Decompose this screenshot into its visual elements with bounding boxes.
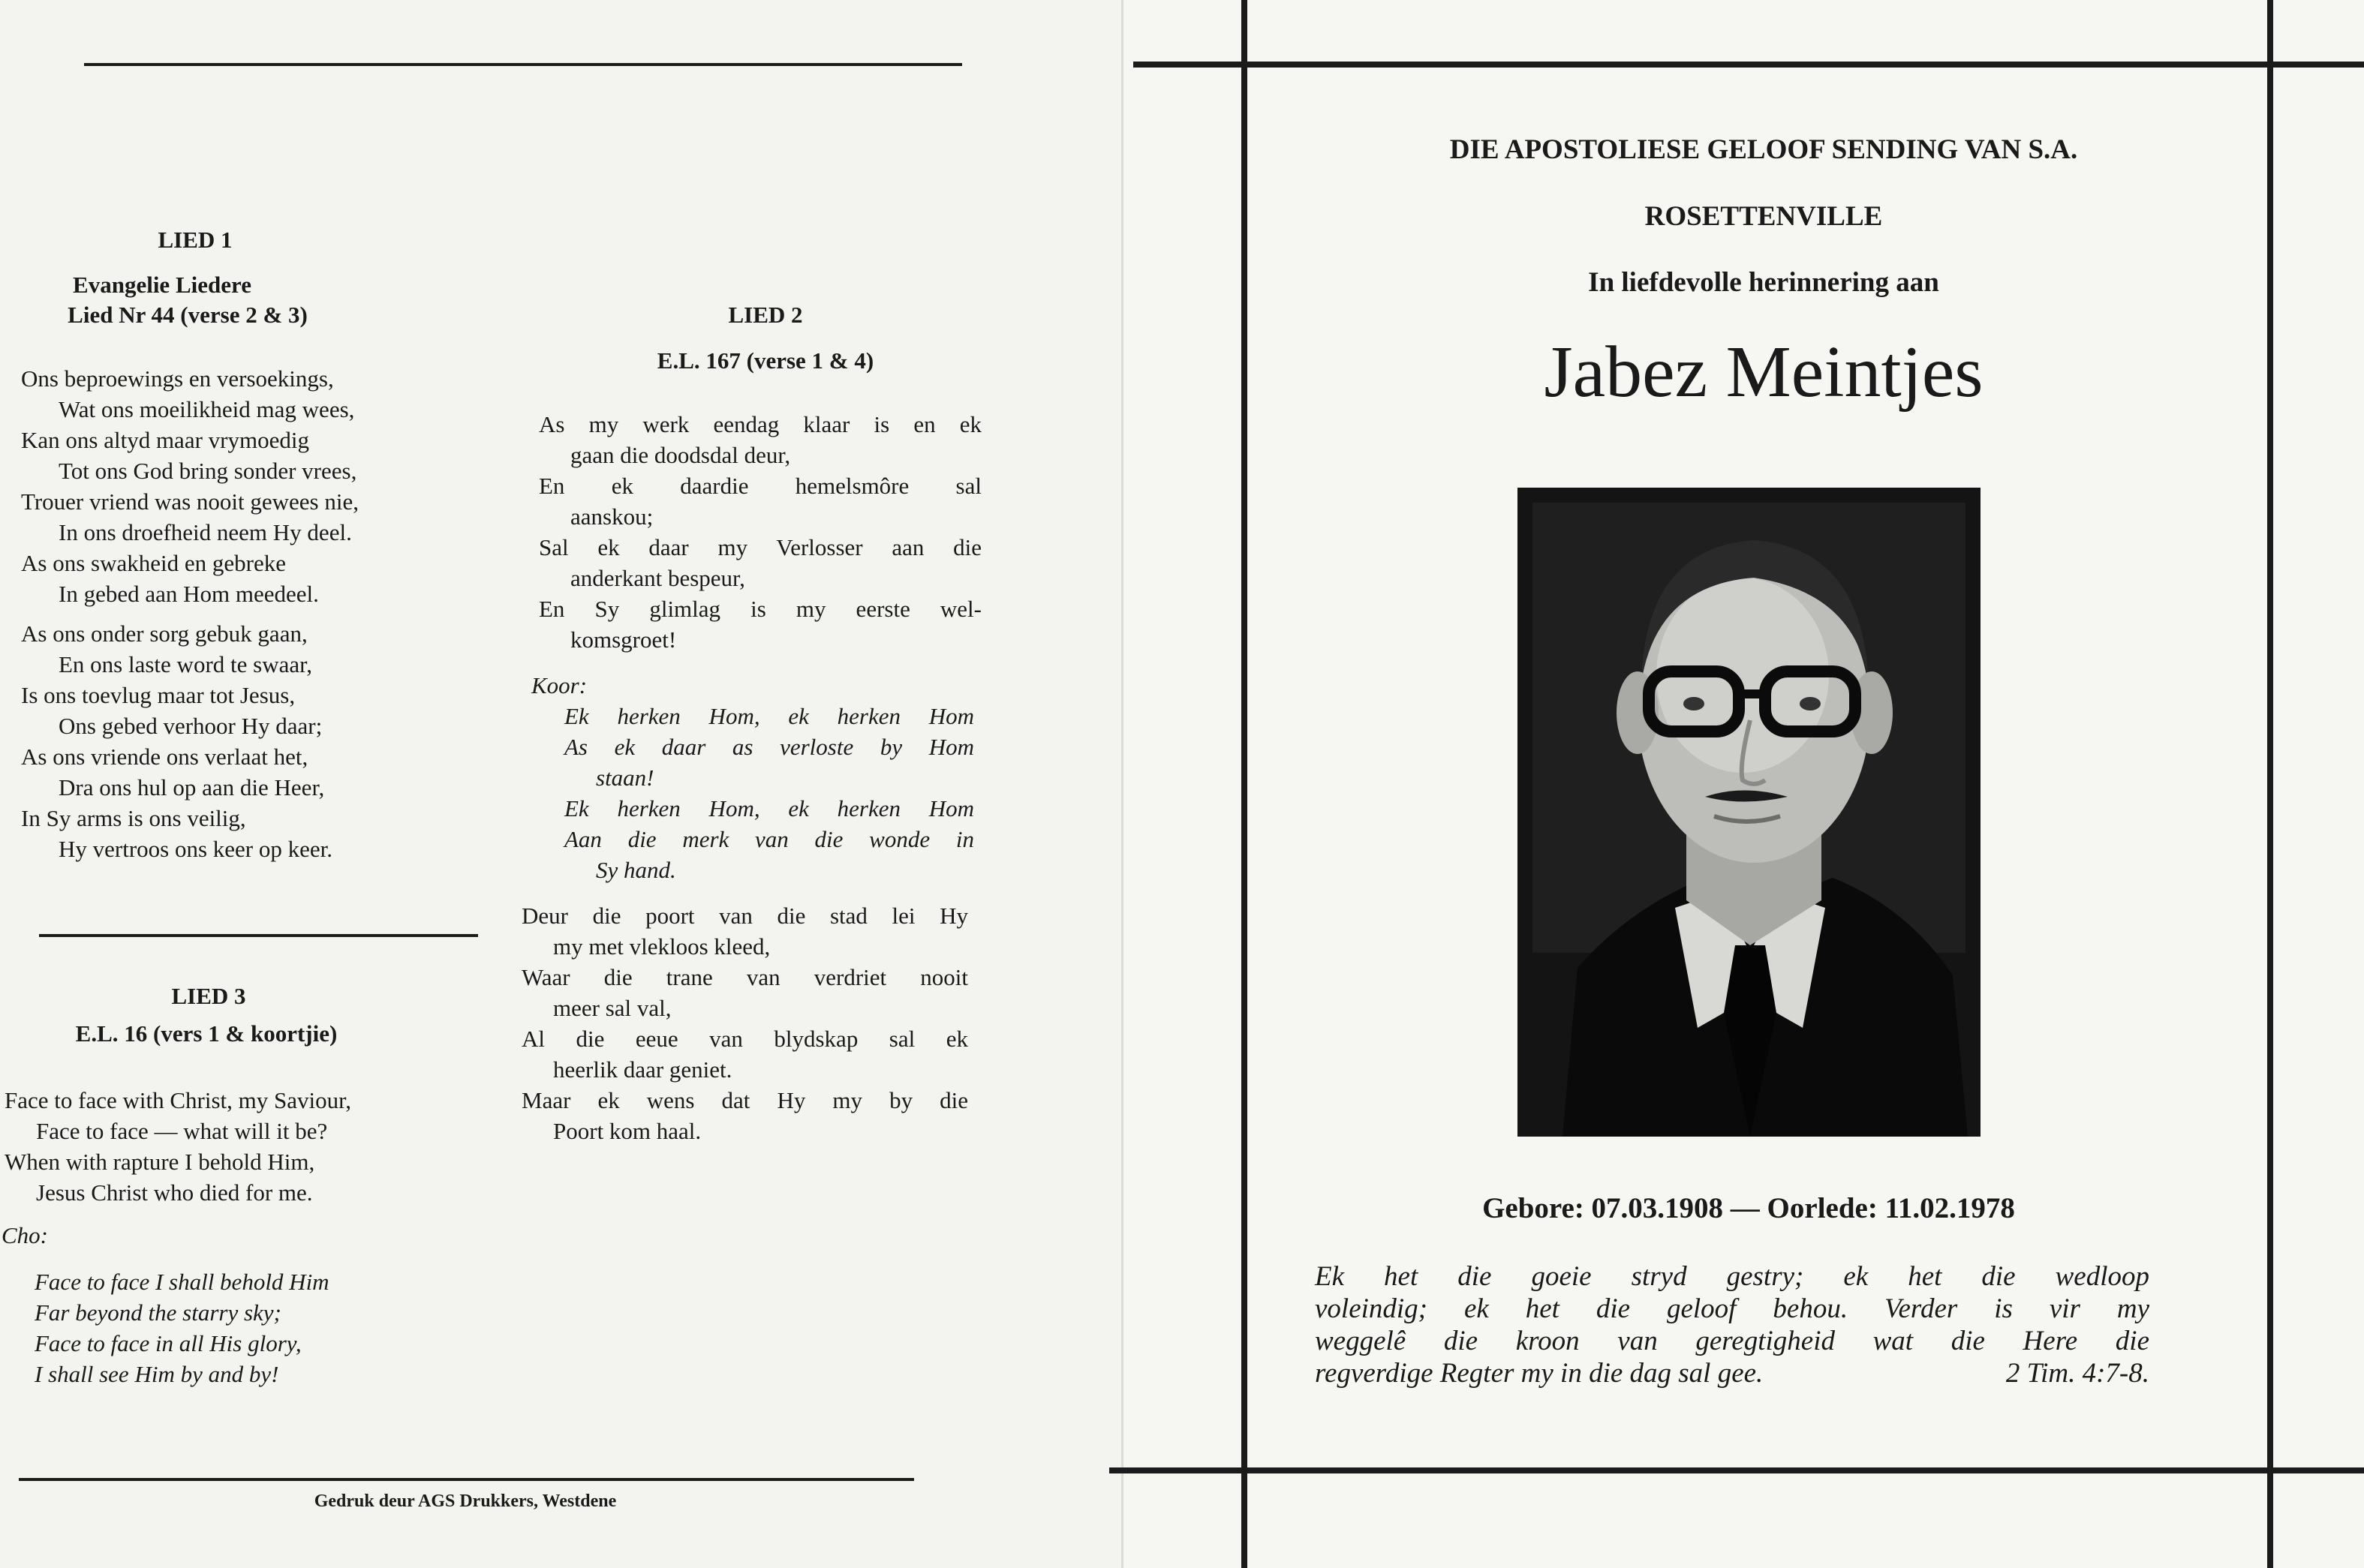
scripture-line: weggelê die kroon van geregtigheid wat die Here die — [1315, 1326, 2149, 1356]
scripture-line: regverdige Regter my in die dag sal gee. — [1315, 1358, 1764, 1389]
verse-line: Sy hand. — [596, 857, 676, 883]
lied1-verses — [21, 363, 486, 864]
verse-line: Hy vertroos ons keer op keer. — [59, 836, 333, 862]
life-dates: Gebore: 07.03.1908 — Oorlede: 11.02.1978 — [1482, 1192, 2015, 1224]
verse-line: gaan die doodsdal deur, — [570, 442, 791, 468]
verse-line: As ons swakheid en gebreke — [21, 550, 286, 576]
lied3-chorus-label: Cho: — [2, 1222, 48, 1248]
verse-line: heerlik daar geniet. — [553, 1056, 732, 1083]
verse-line: Trouer vriend was nooit gewees nie, — [21, 488, 359, 515]
verse-line: En ek daardie hemelsmôre sal — [539, 473, 982, 499]
lied2-verse1 — [539, 409, 982, 655]
lied1-book: Evangelie Liedere — [73, 272, 251, 298]
memory-line: In liefdevolle herinnering aan — [1588, 267, 1939, 298]
lied1-title: LIED 1 — [158, 227, 233, 253]
verse-line: Ek herken Hom, ek herken Hom — [564, 795, 974, 822]
verse-line: aanskou; — [570, 503, 654, 530]
verse-line: staan! — [596, 764, 654, 791]
scripture-passage — [1315, 1260, 2149, 1389]
verse-line: Face to face with Christ, my Saviour, — [5, 1087, 351, 1113]
frame-top-line — [1133, 62, 2364, 68]
lied2-verse2 — [522, 900, 968, 1146]
verse-line: my met vlekloos kleed, — [553, 933, 771, 960]
verse-line: Dra ons hul op aan die Heer, — [59, 774, 325, 801]
verse-line: In ons droefheid neem Hy deel. — [59, 519, 352, 545]
verse-line: Is ons toevlug maar tot Jesus, — [21, 682, 296, 708]
verse-line: Sal ek daar my Verlosser aan die — [539, 534, 982, 560]
lied3-chorus — [35, 1266, 485, 1389]
scripture-line: Ek het die goeie stryd gestry; ek het die wedloop — [1315, 1261, 2149, 1292]
church-name: DIE APOSTOLIESE GELOOF SENDING VAN S.A. — [1449, 134, 2078, 165]
verse-line: Kan ons altyd maar vrymoedig — [21, 427, 309, 453]
frame-bottom-line — [1109, 1467, 2364, 1473]
verse-line: Ons gebed verhoor Hy daar; — [59, 713, 323, 739]
verse-line: Far beyond the starry sky; — [35, 1299, 281, 1326]
lied3-verse — [5, 1085, 485, 1208]
lied2-chorus — [564, 701, 974, 885]
congregation-name: ROSETTENVILLE — [1644, 201, 1883, 232]
portrait-photo — [1517, 488, 1981, 1137]
verse-line: Ons beproewings en versoekings, — [21, 365, 334, 392]
verse-line: I shall see Him by and by! — [35, 1361, 279, 1387]
lied3-ref: E.L. 16 (vers 1 & koortjie) — [75, 1020, 338, 1047]
verse-line: Maar ek wens dat Hy my by die — [522, 1087, 968, 1113]
scripture-line: voleindig; ek het die geloof behou. Verder is vir my — [1315, 1293, 2149, 1324]
bottom-rule — [19, 1478, 914, 1481]
top-rule — [84, 63, 962, 66]
verse-line: En ons laste word te swaar, — [59, 651, 312, 677]
lied3-title: LIED 3 — [171, 983, 246, 1009]
lied1-ref: Lied Nr 44 (verse 2 & 3) — [68, 302, 308, 328]
frame-right-line — [2267, 0, 2273, 1568]
verse-line: As ons vriende ons verlaat het, — [21, 743, 308, 770]
lied2-title: LIED 2 — [728, 302, 803, 328]
deceased-name: Jabez Meintjes — [1544, 332, 1984, 413]
lied2-chorus-label: Koor: — [531, 672, 588, 698]
verse-line: Face to face — what will it be? — [36, 1118, 328, 1144]
verse-line: Poort kom haal. — [553, 1118, 702, 1144]
verse-line: As my werk eendag klaar is en ek — [539, 411, 982, 437]
frame-left-line — [1241, 0, 1247, 1568]
verse-line: As ek daar as verloste by Hom — [564, 734, 974, 760]
verse-line: When with rapture I behold Him, — [5, 1149, 315, 1175]
scripture-last-line — [1315, 1357, 2149, 1389]
verse-line: Waar die trane van verdriet nooit — [522, 964, 968, 990]
verse-line: Wat ons moeilikheid mag wees, — [59, 396, 355, 422]
printer-credit: Gedruk deur AGS Drukkers, Westdene — [314, 1491, 617, 1511]
verse-line: anderkant bespeur, — [570, 565, 745, 591]
verse-line: In Sy arms is ons veilig, — [21, 805, 246, 831]
verse-line: In gebed aan Hom meedeel. — [59, 581, 319, 607]
verse-line: Deur die poort van die stad lei Hy — [522, 903, 968, 929]
portrait-illustration — [1517, 488, 1981, 1137]
verse-line: Ek herken Hom, ek herken Hom — [564, 703, 974, 729]
verse-line: As ons onder sorg gebuk gaan, — [21, 620, 308, 647]
verse-line: En Sy glimlag is my eerste wel- — [539, 596, 982, 622]
page-fold — [1121, 0, 1123, 1568]
verse-line: Face to face in all His glory, — [35, 1330, 302, 1356]
verse-line: meer sal val, — [553, 995, 672, 1021]
verse-line: komsgroet! — [570, 626, 677, 653]
verse-line: Jesus Christ who died for me. — [36, 1179, 313, 1206]
verse-line: Tot ons God bring sonder vrees, — [59, 458, 357, 484]
verse-line: Face to face I shall behold Him — [35, 1269, 329, 1295]
verse-line: Aan die merk van die wonde in — [564, 826, 974, 852]
scripture-reference: 2 Tim. 4:7-8. — [2005, 1358, 2149, 1389]
lied2-ref: E.L. 167 (verse 1 & 4) — [657, 347, 874, 374]
lied3-rule — [39, 934, 478, 937]
verse-line: Al die eeue van blydskap sal ek — [522, 1026, 968, 1052]
